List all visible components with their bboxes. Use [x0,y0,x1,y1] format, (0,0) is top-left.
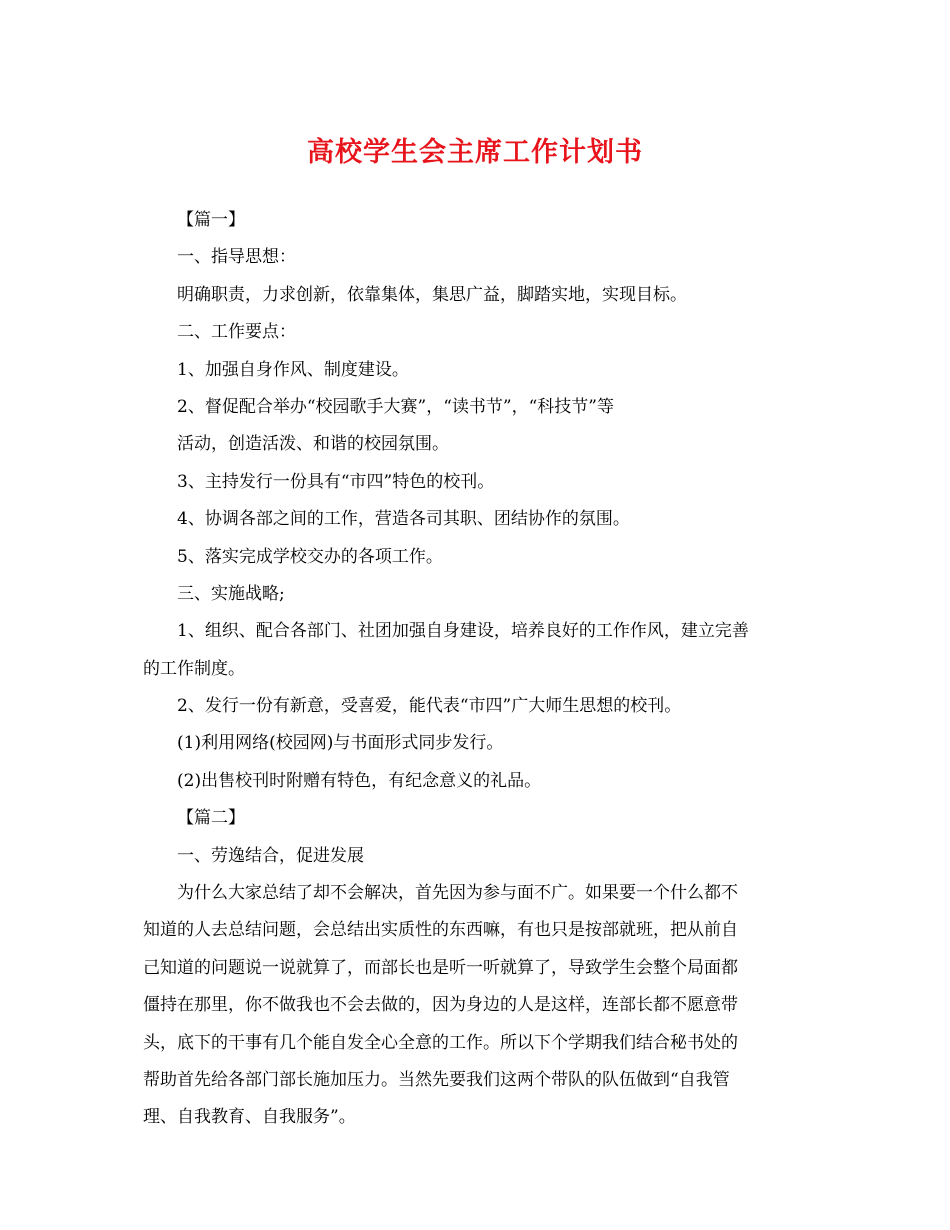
document-body [143,202,811,1137]
text-line: 为什么大家总结了却不会解决，首先因为参与面不广。如果要一个什么都不 [177,883,738,904]
text-line: 2、发行一份有新意，受喜爱，能代表“市四”广大师生思想的校刊。 [177,696,682,717]
text-line: 三、实施战略; [177,583,285,604]
text-line: 3、主持发行一份具有“市四”特色的校刊。 [177,471,495,492]
text-line: 理、自我教育、自我服务”。 [143,1107,356,1128]
text-line: 4、协调各部之间的工作，营造各司其职、团结协作的氛围。 [177,509,630,530]
text-line: 帮助首先给各部门部长施加压力。当然先要我们这两个带队的队伍做到“自我管 [143,1069,730,1090]
text-line: (2)出售校刊时附赠有特色，有纪念意义的礼品。 [177,770,542,791]
text-line: 二、工作要点： [177,322,296,343]
text-line: 1、加强自身作风、制度建设。 [177,359,409,380]
text-line: 头，底下的干事有几个能自发全心全意的工作。所以下个学期我们结合秘书处的 [143,1032,738,1053]
document-title: 高校学生会主席工作计划书 [307,137,643,168]
text-line: 一、指导思想： [177,247,296,268]
text-line: 【篇二】 [177,808,245,829]
text-line: 【篇一】 [177,210,245,230]
text-line: 知道的人去总结问题，会总结出实质性的东西嘛，有也只是按部就班，把从前自 [143,920,738,941]
text-line: 活动，创造活泼、和谐的校园氛围。 [177,434,449,455]
text-line: 的工作制度。 [143,658,245,679]
text-line: 己知道的问题说一说就算了，而部长也是听一听就算了，导致学生会整个局面都 [143,957,738,978]
text-line: 5、落实完成学校交办的各项工作。 [177,546,443,567]
text-line: 明确职责，力求创新，依靠集体，集思广益，脚踏实地，实现目标。 [177,284,687,305]
text-line: 1、组织、配合各部门、社团加强自身建设，培养良好的工作作风，建立完善 [177,621,749,642]
text-line: 一、劳逸结合，促进发展 [177,845,364,866]
text-line: 2、督促配合举办“校园歌手大赛”，“读书节”，“科技节”等 [177,396,614,417]
text-line: 僵持在那里，你不做我也不会去做的，因为身边的人是这样，连部长都不愿意带 [143,995,738,1016]
text-line: (1)利用网络(校园网)与书面形式同步发行。 [177,733,504,754]
